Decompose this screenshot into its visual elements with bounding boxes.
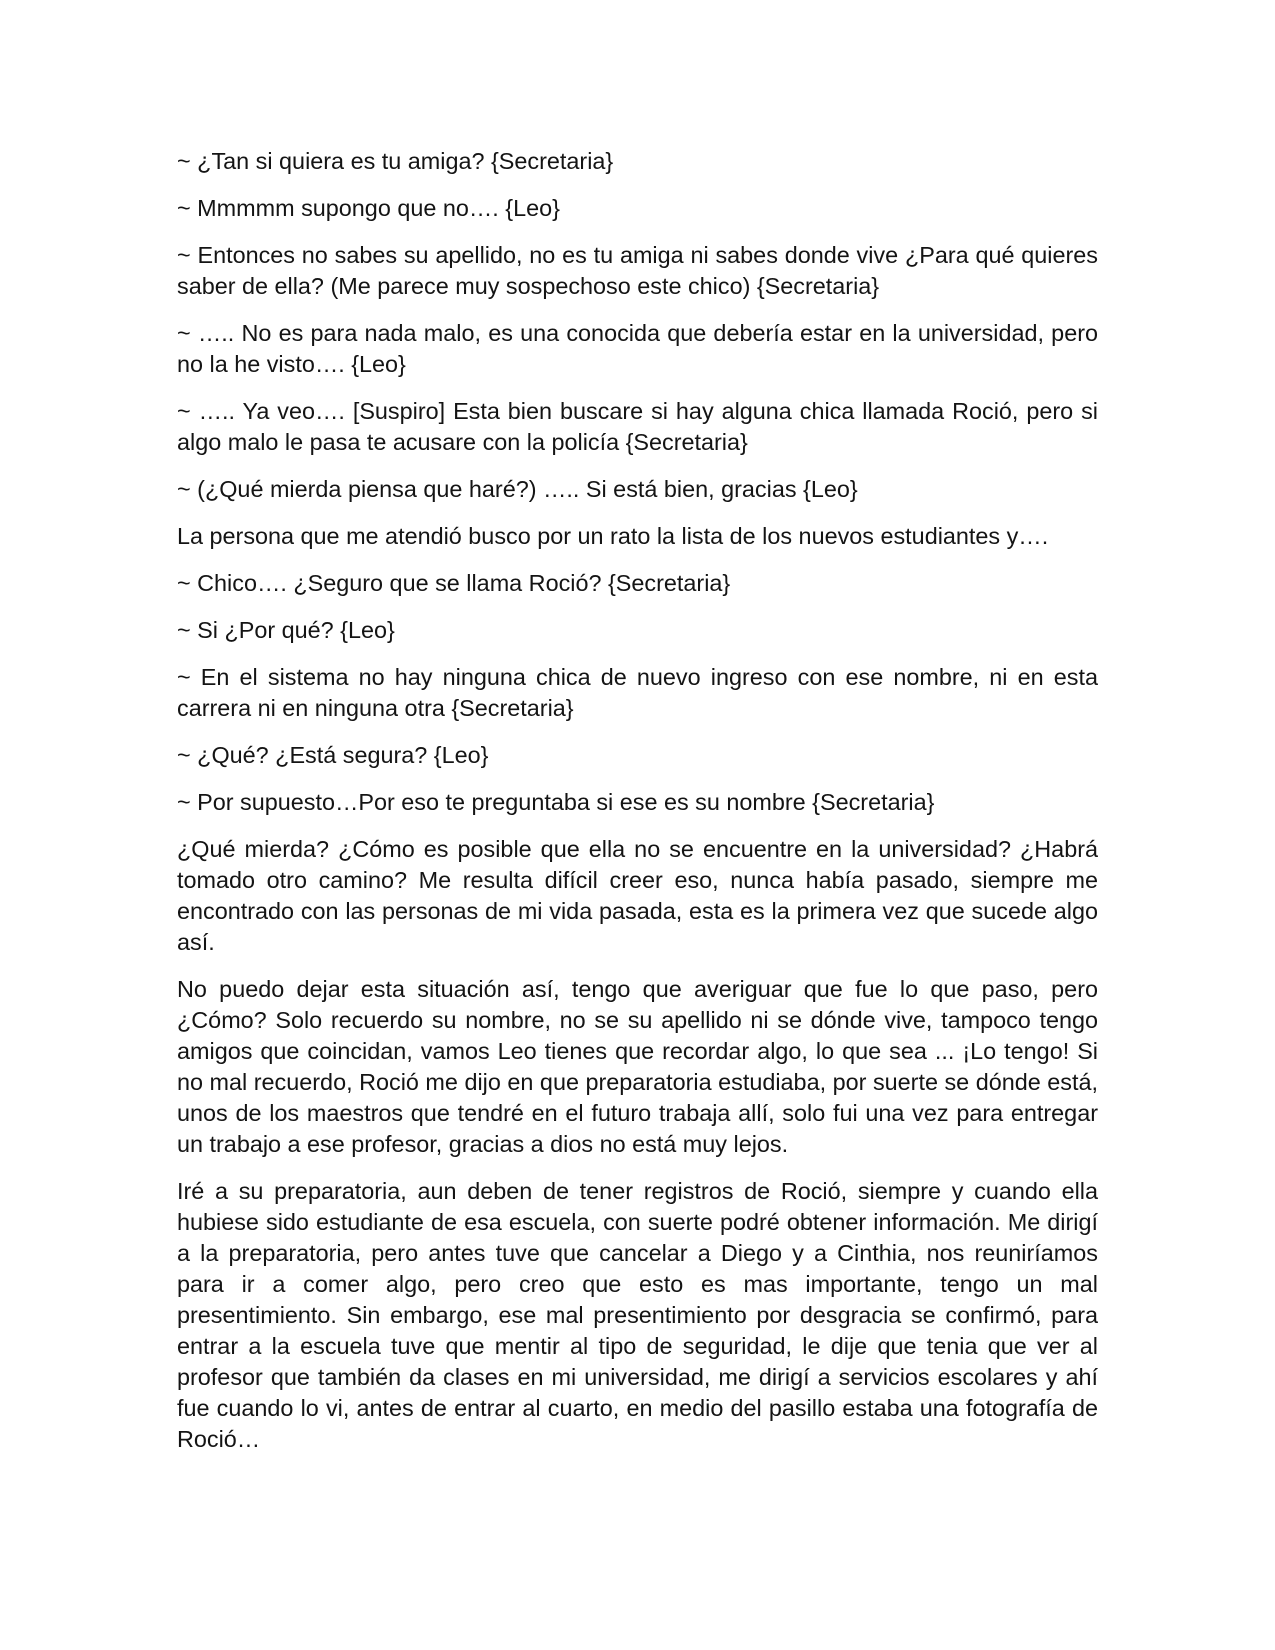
dialogue-line: ~ Mmmmm supongo que no…. {Leo} xyxy=(177,195,560,221)
narration-paragraph: ¿Qué mierda? ¿Cómo es posible que ella no se encuentre en la universidad? ¿Habrá tomado otro camino? Me resulta difícil creer eso, nunca había pasado, siempre me encontrado con las personas de mi vida pasada, esta es la primera vez que sucede algo así. xyxy=(177,836,1098,955)
dialogue-line: ~ (¿Qué mierda piensa que haré?) ….. Si está bien, gracias {Leo} xyxy=(177,476,858,502)
narration-paragraph: La persona que me atendió busco por un rato la lista de los nuevos estudiantes y…. xyxy=(177,523,1049,549)
dialogue-line: ~ Chico…. ¿Seguro que se llama Roció? {Secretaria} xyxy=(177,570,731,596)
narration-paragraph: Iré a su preparatoria, aun deben de tener registros de Roció, siempre y cuando ella hubiese sido estudiante de esa escuela, con suerte podré obtener información. Me dirigí a la preparatoria, pero antes tuve que cancelar a Diego y a Cinthia, nos reuniríamos para ir a comer algo, pero creo que esto es mas importante, tengo un mal presentimiento. Sin embargo, ese mal presentimiento por desgracia se confirmó, para entrar a la escuela tuve que mentir al tipo de seguridad, le dije que tenia que ver al profesor que también da clases en mi universidad, me dirigí a servicios escolares y ahí fue cuando lo vi, antes de entrar al cuarto, en medio del pasillo estaba una fotografía de Roció… xyxy=(177,1178,1098,1452)
dialogue-line: ~ Entonces no sabes su apellido, no es tu amiga ni sabes donde vive ¿Para qué quieres saber de ella? (Me parece muy sospechoso este chico) {Secretaria} xyxy=(177,242,1098,299)
dialogue-line: ~ Por supuesto…Por eso te preguntaba si ese es su nombre {Secretaria} xyxy=(177,789,935,815)
dialogue-line: ~ ….. No es para nada malo, es una conocida que debería estar en la universidad, pero no la he visto…. {Leo} xyxy=(177,320,1098,377)
dialogue-line: ~ En el sistema no hay ninguna chica de nuevo ingreso con ese nombre, ni en esta carrera ni en ninguna otra {Secretaria} xyxy=(177,664,1098,721)
dialogue-line: ~ Si ¿Por qué? {Leo} xyxy=(177,617,395,643)
narration-paragraph: No puedo dejar esta situación así, tengo que averiguar que fue lo que paso, pero ¿Cómo? Solo recuerdo su nombre, no se su apellido ni se dónde vive, tampoco tengo amigos que coincidan, vamos Leo tienes que recordar algo, lo que sea ... ¡Lo tengo! Si no mal recuerdo, Roció me dijo en que preparatoria estudiaba, por suerte se dónde está, unos de los maestros que tendré en el futuro trabaja allí, solo fui una vez para entregar un trabajo a ese profesor, gracias a dios no está muy lejos. xyxy=(177,976,1098,1157)
dialogue-line: ~ ¿Tan si quiera es tu amiga? {Secretaria} xyxy=(177,148,614,174)
dialogue-line: ~ ….. Ya veo…. [Suspiro] Esta bien buscare si hay alguna chica llamada Roció, pero si algo malo le pasa te acusare con la policía {Secretaria} xyxy=(177,398,1098,455)
dialogue-line: ~ ¿Qué? ¿Está segura? {Leo} xyxy=(177,742,489,768)
document-page xyxy=(177,146,1098,1471)
